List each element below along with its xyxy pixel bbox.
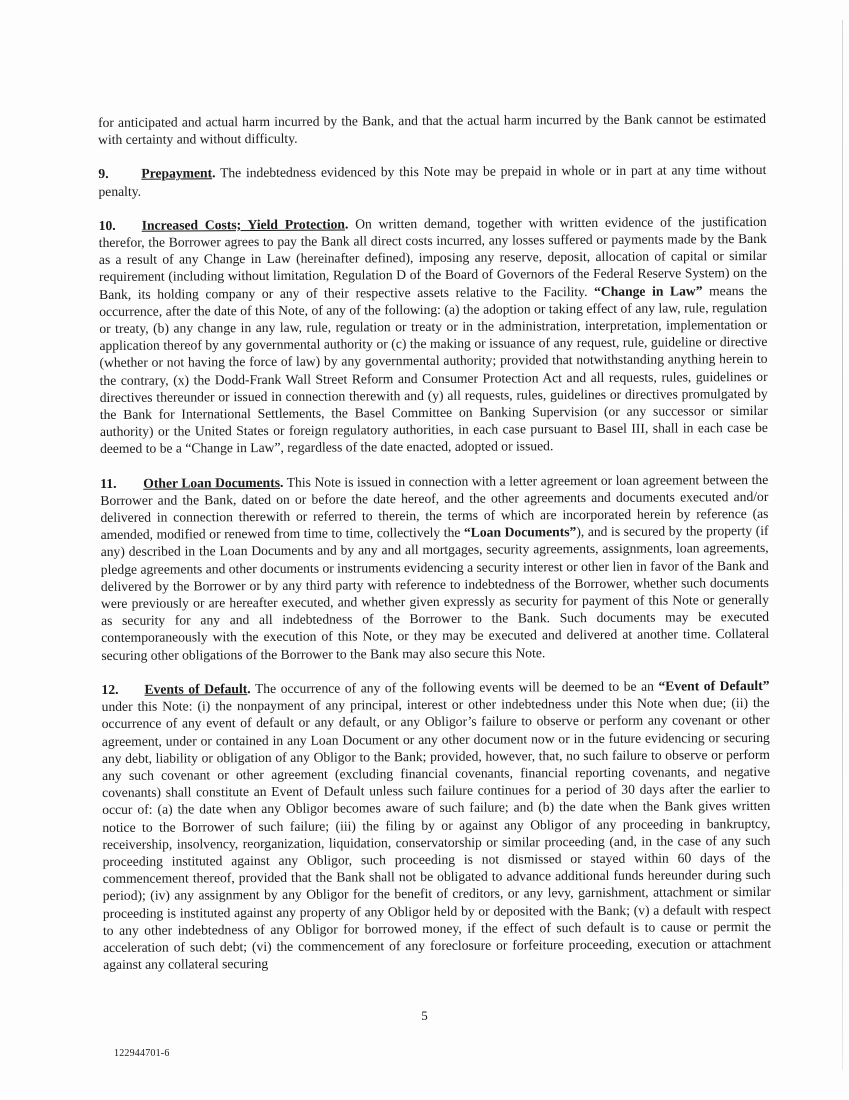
section-12 (101, 677, 771, 974)
section-11-text-a: This Note is issued in connection with a letter agreement or loan agreement between the Borrower and the Bank, dated on or before the date hereof, and the other agreements and documents executed and/or delivered in connection therewith or referred to therein, the terms of which are incorporated herein by reference (as amended, modified or renewed from time to time, collectively the (100, 471, 769, 543)
document-body (98, 110, 771, 990)
section-10-heading-period: . (344, 216, 349, 232)
section-11-number: 11. (100, 475, 117, 491)
section-9-heading: Prepayment (141, 165, 213, 182)
page-number: 5 (421, 1008, 428, 1023)
section-12-defined-term: “Event of Default” (658, 677, 770, 694)
section-9-number: 9. (98, 166, 109, 182)
section-10-defined-term: “Change in Law” (594, 282, 703, 299)
section-11-heading-period: . (279, 474, 284, 490)
document-id: 122944701-6 (114, 1048, 170, 1059)
scan-edge-line (842, 20, 843, 1070)
section-10-heading: Increased Costs; Yield Protection (141, 216, 345, 233)
section-9-text: The indebtedness evidenced by this Note may be prepaid in whole or in part at any time without penalty. (98, 162, 767, 199)
section-12-heading: Events of Default (144, 680, 248, 697)
section-9 (98, 161, 766, 199)
section-10-text-a: On written demand, together with written evidence of the justification therefor, the Borrower agrees to pay the Bank all direct costs incurred, any losses suffered or payments made by the Bank as a result of any Change in Law (hereinafter defined), imposing any reserve, deposit, allocation of capital or similar requirement (including without limitation, Regulation D of the Board of Governors of the Federal Reserve System) on the Bank, its holding company or any of their respective assets relative to the Facility. (98, 213, 768, 302)
section-11-defined-term: “Loan Documents” (463, 524, 577, 541)
section-11-text-b: ), and is secured by the property (if any) described in the Loan Documents and by any and all mortgages, security agreements, assignments, loan agreements, pledge agreements and other documents or instruments evidencing a security interest or other lien in favor of the Bank and delivered by the Borrower or by any third party with reference to indebtedness of the Borrower, whether such documents were previously or are hereafter executed, and whether given expressly as security for payment of this Note or generally as security for any and all indebtedness of the Borrower to the Bank. Such documents may be executed contemporaneously with the execution of this Note, or they may be executed and delivered at another time. Collateral securing other obligations of the Borrower to the Bank may also secure this Note. (100, 523, 770, 663)
section-12-number: 12. (101, 681, 119, 697)
section-11-heading: Other Loan Documents (143, 474, 281, 491)
section-9-heading-period: . (212, 165, 216, 181)
section-12-heading-period: . (247, 680, 251, 696)
intro-paragraph: for anticipated and actual harm incurred by the Bank, and that the actual harm incurred by the Bank cannot be estimated with certainty and without difficulty. (98, 110, 767, 148)
section-12-text-a: The occurrence of any of the following events will be deemed to be an (250, 678, 659, 696)
section-12-text-b: under this Note: (i) the nonpayment of any principal, interest or other indebtedness under this Note when due; (ii) the occurrence of any event of default or any default, or any Obligor’s failure to observe or perform any covenant or other agreement, under or contained in any Loan Document or any other document now or in the future evidencing or securing any debt, liability or obligation of any Obligor to the Bank; provided, however, that, no such failure to observe or perform any such covenant or other agreement (excluding financial covenants, financial reporting covenants, and negative covenants) shall constitute an Event of Default unless such failure continues for a period of 30 days after the earlier to occur of: (a) the date when any Obligor becomes aware of such failure; and (b) the date when the Bank gives written notice to the Borrower of such failure; (iii) the filing by or against any Obligor of any proceeding in bankruptcy, receivership, insolvency, reorganization, liquidation, conservatorship or similar proceeding (and, in the case of any such proceeding instituted against any Obligor, such proceeding is not dismissed or stayed within 60 days of the commencement thereof, provided that the Bank shall not be obligated to advance additional funds hereunder during such period); (iv) any assignment by any Obligor for the benefit of creditors, or any levy, garnishment, attachment or similar proceeding is instituted against any property of any Obligor held by or deposited with the Bank; (v) a default with respect to any other indebtedness of any Obligor for borrowed money, if the effect of such default is to cause or permit the acceleration of such debt; (vi) the commencement of any foreclosure or forfeiture proceeding, execution or attachment against any collateral securing (101, 695, 772, 973)
section-10-text-b: means the occurrence, after the date of this Note, of any of the following: (a) the adoption or taking effect of any law, rule, regulation or treaty, (b) any change in any law, rule, regulation or treaty or in the administration, interpretation, implementation or application thereof by any governmental authority or (c) the making or issuance of any request, rule, guideline or directive (whether or not having the force of law) by any governmental authority; provided that notwithstanding anything herein to the contrary, (x) the Dodd-Frank Wall Street Reform and Consumer Protection Act and all requests, rules, guidelines or directives thereunder or issued in connection therewith and (y) all requests, rules, guidelines or directives promulgated by the Bank for International Settlements, the Basel Committee on Banking Supervision (or any successor or similar authority) or the United States or foreign regulatory authorities, in each case pursuant to Basel III, shall in each case be deemed to be a “Change in Law”, regardless of the date enacted, adopted or issued. (99, 282, 768, 457)
section-10 (99, 213, 768, 458)
section-11 (100, 471, 769, 664)
section-10-number: 10. (98, 217, 116, 233)
